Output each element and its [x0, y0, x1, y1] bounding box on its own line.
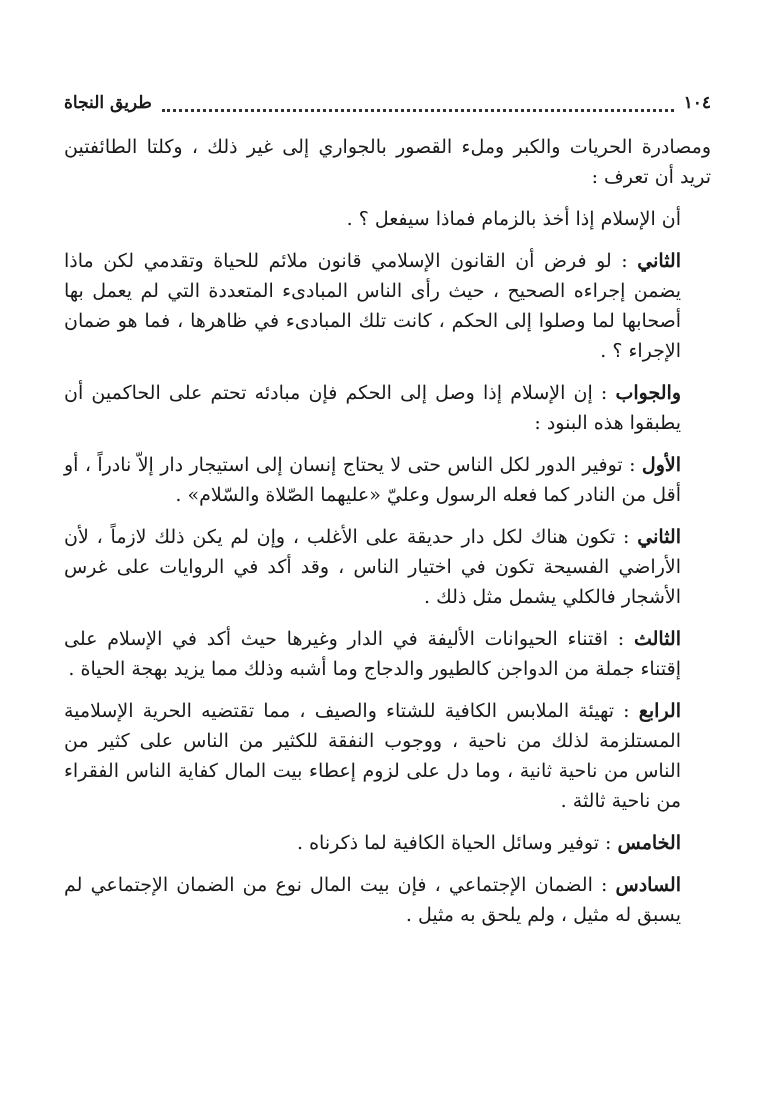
paragraph: السادس : الضمان الإجتماعي ، فإن بيت المال نوع من الضمان الإجتماعي لم يسبق له مثيل ، ولم يلحق به مثيل . [64, 874, 681, 926]
paragraph-lead: السادس [615, 874, 681, 896]
paragraph-lead: الأول [641, 454, 681, 476]
page-header [64, 88, 711, 118]
paragraph: أن الإسلام إذا أخذ بالزمام فماذا سيفعل ؟ . [346, 208, 681, 230]
paragraph: الثاني : تكون هناك لكل دار حديقة على الأغلب ، وإن لم يكن ذلك لازماً ، لأن الأراضي الفسيحة تكون في اختيار الناس ، وقد أكد في الروايات على غرس الأشجار فالكلي يشمل مثل ذلك . [64, 526, 681, 608]
paragraph-lead: الثاني [637, 250, 681, 272]
paragraph-lead: الرابع [638, 700, 681, 722]
paragraph: الرابع : تهيئة الملابس الكافية للشتاء والصيف ، مما تقتضيه الحرية الإسلامية المستلزمة لذلك من ناحية ، ووجوب النفقة للكثير من الناس على كثير من الناس من ناحية ثانية ، وما دل على لزوم إعطاء بيت المال كفاية الناس الفقراء من ناحية ثالثة . [64, 700, 681, 812]
running-title: طريق النجاة [64, 93, 152, 113]
page-body [64, 132, 711, 942]
paragraph: ومصادرة الحريات والكبر وملء القصور بالجواري إلى غير ذلك ، وكلتا الطائفتين تريد أن تعرف : [64, 136, 711, 188]
paragraph: والجواب : إن الإسلام إذا وصل إلى الحكم فإن مبادئه تحتم على الحاكمين أن يطبقوا هذه البنود : [64, 382, 681, 434]
paragraph-lead: الثاني [637, 526, 681, 548]
paragraph-lead: الثالث [633, 628, 681, 650]
paragraph: الأول : توفير الدور لكل الناس حتى لا يحتاج إنسان إلى استيجار دار إلاّ نادراً ، أو أقل من النادر كما فعله الرسول وعليّ «عليهما الصّلاة والسّلام» . [64, 454, 681, 506]
paragraph-lead: الخامس [617, 832, 681, 854]
page-number: ١٠٤ [683, 93, 711, 113]
paragraph: الخامس : توفير وسائل الحياة الكافية لما ذكرناه . [297, 832, 681, 854]
paragraph: الثالث : اقتناء الحيوانات الأليفة في الدار وغيرها حيث أكد في الإسلام على إقتناء جملة من الدواجن كالطيور والدجاج وما أشبه وذلك مما يزيد بهجة الحياة . [64, 628, 681, 680]
header-dot-leader [162, 95, 674, 112]
paragraph: الثاني : لو فرض أن القانون الإسلامي قانون ملائم للحياة وتقدمي لكن ماذا يضمن إجراءه الصحيح ، حيث رأى الناس المبادىء المتعددة التي لم يعمل بها أصحابها لما وصلوا إلى الحكم ، كانت تلك المبادىء في ظاهرها ، فما هو ضمان الإجراء ؟ . [64, 250, 681, 362]
paragraph-lead: والجواب [615, 382, 681, 404]
